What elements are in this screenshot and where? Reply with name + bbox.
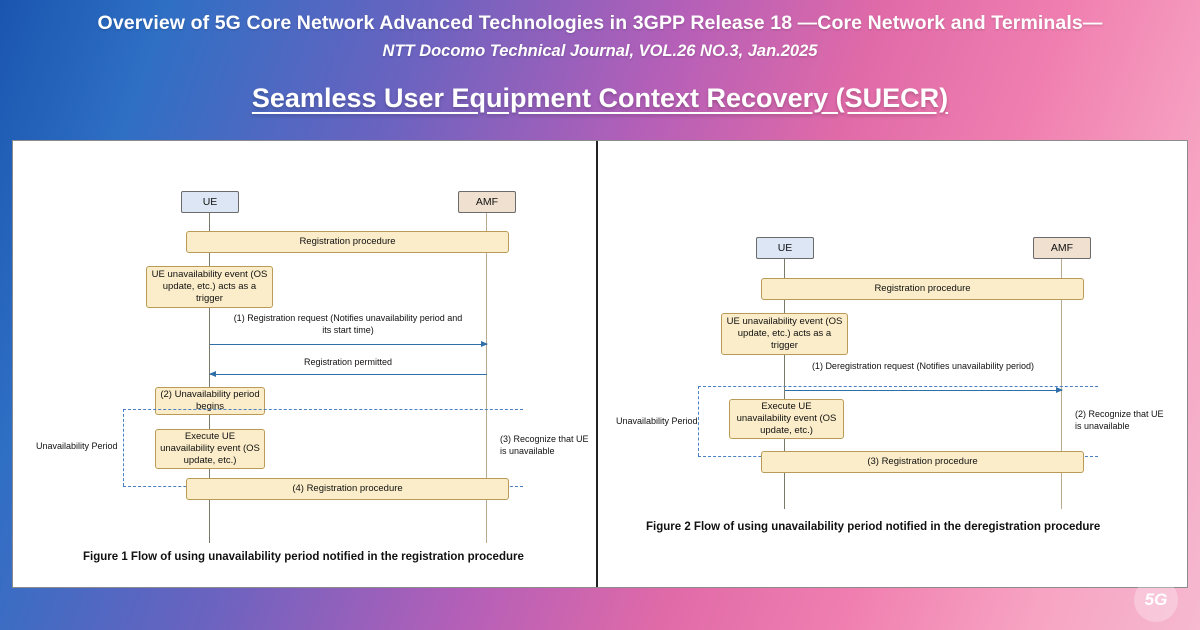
slide-header: [0, 0, 1200, 138]
figure-1: [13, 141, 598, 587]
fig2-label-recognize-unavailable: (2) Recognize that UE is unavailable: [1075, 409, 1164, 431]
brand-logo-text: 5G: [1144, 590, 1168, 609]
figure-2: [598, 141, 1187, 587]
figures-panel: [12, 140, 1188, 588]
fig2-step-execute-ue-unavailability: Execute UE unavailability event (OS update, etc.): [729, 399, 844, 439]
fig2-step-registration-procedure-3: (3) Registration procedure: [761, 451, 1084, 473]
fig2-step-ue-unavailability-event: UE unavailability event (OS update, etc.) acts as a trigger: [721, 313, 848, 355]
fig2-period-label: Unavailability Period: [616, 416, 698, 426]
fig1-step-execute-ue-unavailability: Execute UE unavailability event (OS update, etc.): [155, 429, 265, 469]
fig1-label-registration-request: (1) Registration request (Notifies unavailability period and its start time): [233, 313, 463, 335]
fig2-label-deregistration-request: (1) Deregistration request (Notifies unavailability period): [811, 361, 1035, 371]
header-subtitle: NTT Docomo Technical Journal, VOL.26 NO.3, Jan.2025: [382, 42, 818, 60]
fig1-node-ue: UE: [181, 191, 239, 213]
fig2-period-top-line: [698, 386, 1098, 387]
fig2-arrow-deregistration-request: [785, 390, 1062, 391]
fig1-label-recognize-unavailable: (3) Recognize that UE is unavailable: [500, 434, 589, 456]
fig1-arrow-registration-permitted: [210, 374, 487, 375]
fig2-period-left-line: [698, 386, 699, 456]
brand-logo: [1134, 578, 1178, 622]
fig2-step-registration-procedure: Registration procedure: [761, 278, 1084, 300]
fig1-arrow-registration-request: [210, 344, 487, 345]
fig1-period-label: Unavailability Period: [36, 441, 118, 451]
figure-1-caption: Figure 1 Flow of using unavailability period notified in the registration procedure: [83, 551, 524, 563]
fig1-period-left-line: [123, 409, 124, 486]
header-title: Overview of 5G Core Network Advanced Technologies in 3GPP Release 18 —Core Network and Terminals—: [97, 12, 1103, 34]
fig1-step-registration-procedure-4: (4) Registration procedure: [186, 478, 509, 500]
fig2-node-ue: UE: [756, 237, 814, 259]
fig1-node-amf: AMF: [458, 191, 516, 213]
fig1-label-registration-permitted: Registration permitted: [303, 357, 393, 367]
fig1-step-unavailability-begins: (2) Unavailability period begins: [155, 387, 265, 415]
fig1-step-ue-unavailability-event: UE unavailability event (OS update, etc.) acts as a trigger: [146, 266, 273, 308]
page-title: Seamless User Equipment Context Recovery (SUECR): [251, 83, 949, 113]
figure-2-caption: Figure 2 Flow of using unavailability period notified in the deregistration procedure: [646, 521, 1101, 533]
fig2-node-amf: AMF: [1033, 237, 1091, 259]
fig1-step-registration-procedure: Registration procedure: [186, 231, 509, 253]
fig1-period-top-line: [123, 409, 523, 410]
